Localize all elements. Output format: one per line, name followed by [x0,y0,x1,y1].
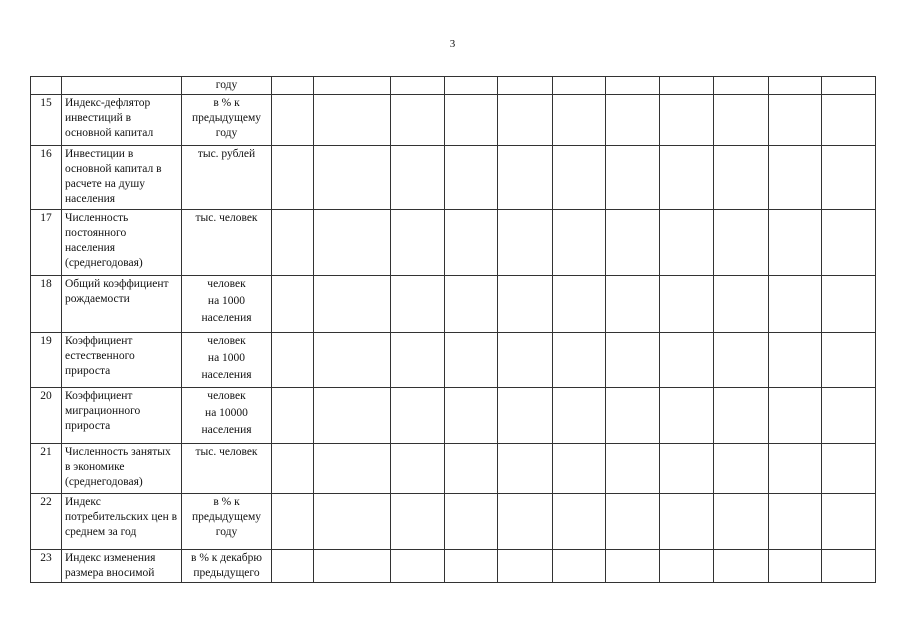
unit-line: человек [207,390,246,402]
unit-line: на 1000 [207,295,246,307]
value-cell [660,388,714,444]
value-cell [314,388,391,444]
table-row [31,210,876,276]
value-cell [822,388,876,444]
value-cell [314,210,391,276]
row-number: 19 [31,333,62,388]
unit-line: году [215,79,238,91]
value-cell [498,333,553,388]
value-cell [822,210,876,276]
value-cell [314,333,391,388]
row-number: 17 [31,210,62,276]
row-number: 20 [31,388,62,444]
value-cell [272,210,314,276]
value-cell [314,550,391,583]
value-cell [445,333,498,388]
value-cell [606,333,660,388]
unit-line: в % к [213,97,240,109]
value-cell [769,550,822,583]
value-cell [714,494,769,550]
value-cell [272,146,314,210]
value-cell [314,77,391,95]
value-cell [606,276,660,333]
value-cell [660,550,714,583]
table-row [31,276,876,333]
value-cell [272,388,314,444]
unit-of-measure [182,95,272,146]
value-cell [714,146,769,210]
unit-line: населения [201,369,252,381]
value-cell [391,146,445,210]
value-cell [553,276,606,333]
unit-line: в % к [213,496,240,508]
value-cell [660,444,714,494]
row-number [31,77,62,95]
value-cell [445,146,498,210]
value-cell [714,388,769,444]
value-cell [660,494,714,550]
value-cell [553,210,606,276]
unit-of-measure [182,388,272,444]
value-cell [272,77,314,95]
value-cell [606,550,660,583]
value-cell [553,77,606,95]
value-cell [553,388,606,444]
value-cell [391,388,445,444]
value-cell [391,494,445,550]
unit-of-measure [182,444,272,494]
indicator-name: Коэффициент естественного прироста [62,333,182,388]
row-number: 22 [31,494,62,550]
value-cell [445,276,498,333]
value-cell [769,210,822,276]
table-row [31,146,876,210]
value-cell [498,95,553,146]
value-cell [769,146,822,210]
value-cell [553,333,606,388]
value-cell [769,444,822,494]
indicator-name [62,77,182,95]
value-cell [714,550,769,583]
value-cell [314,494,391,550]
value-cell [445,77,498,95]
unit-line: человек [207,335,246,347]
unit-line: человек [207,278,246,290]
unit-line: в % к декабрю [191,552,262,564]
value-cell [714,444,769,494]
value-cell [272,333,314,388]
value-cell [272,276,314,333]
value-cell [769,95,822,146]
unit-line: на 10000 [205,407,248,419]
value-cell [498,210,553,276]
row-number: 21 [31,444,62,494]
unit-line: тыс. человек [195,212,258,224]
table-row [31,388,876,444]
value-cell [445,550,498,583]
value-cell [391,333,445,388]
value-cell [606,494,660,550]
table-row [31,77,876,95]
value-cell [314,276,391,333]
unit-of-measure [182,276,272,333]
table-row [31,444,876,494]
value-cell [272,95,314,146]
indicator-name: Численность занятых в экономике (среднегодовая) [62,444,182,494]
row-number: 23 [31,550,62,583]
page-number: 3 [449,38,456,50]
value-cell [498,146,553,210]
value-cell [606,444,660,494]
value-cell [553,444,606,494]
value-cell [714,276,769,333]
unit-line: на 1000 [207,352,246,364]
table-row [31,95,876,146]
unit-of-measure [182,146,272,210]
value-cell [391,550,445,583]
value-cell [606,210,660,276]
value-cell [391,276,445,333]
value-cell [822,95,876,146]
value-cell [606,146,660,210]
value-cell [769,333,822,388]
value-cell [660,210,714,276]
value-cell [660,95,714,146]
value-cell [498,276,553,333]
unit-line: предыдущему [191,112,262,124]
unit-of-measure [182,77,272,95]
value-cell [391,210,445,276]
indicator-name: Индекс потребительских цен в среднем за год [62,494,182,550]
unit-line: предыдущего [193,567,260,579]
indicator-name: Инвестиции в основной капитал в расчете на душу населения [62,146,182,210]
value-cell [769,276,822,333]
value-cell [314,444,391,494]
unit-of-measure [182,494,272,550]
row-number: 16 [31,146,62,210]
value-cell [445,95,498,146]
value-cell [660,77,714,95]
value-cell [714,77,769,95]
unit-of-measure [182,550,272,583]
indicator-name: Коэффициент миграционного прироста [62,388,182,444]
value-cell [498,550,553,583]
unit-line: населения [201,424,252,436]
value-cell [391,77,445,95]
value-cell [822,494,876,550]
value-cell [314,146,391,210]
value-cell [445,210,498,276]
value-cell [822,276,876,333]
unit-line: тыс. человек [195,446,258,458]
value-cell [498,444,553,494]
value-cell [498,77,553,95]
value-cell [714,210,769,276]
table-row [31,494,876,550]
unit-of-measure [182,210,272,276]
value-cell [445,494,498,550]
value-cell [272,550,314,583]
value-cell [769,494,822,550]
value-cell [822,77,876,95]
unit-line: населения [201,312,252,324]
value-cell [445,388,498,444]
value-cell [660,276,714,333]
table-body [31,77,876,583]
value-cell [391,95,445,146]
value-cell [553,146,606,210]
value-cell [714,95,769,146]
value-cell [660,146,714,210]
unit-line: году [215,526,238,538]
value-cell [498,388,553,444]
value-cell [314,95,391,146]
value-cell [553,550,606,583]
unit-line: году [215,127,238,139]
table-row [31,333,876,388]
value-cell [822,550,876,583]
value-cell [606,95,660,146]
indicator-name: Общий коэффициент рождаемости [62,276,182,333]
value-cell [606,77,660,95]
value-cell [660,333,714,388]
indicator-name: Численность постоянного населения (среднегодовая) [62,210,182,276]
indicator-name: Индекс изменения размера вносимой [62,550,182,583]
value-cell [822,146,876,210]
value-cell [714,333,769,388]
row-number: 15 [31,95,62,146]
value-cell [769,77,822,95]
unit-of-measure [182,333,272,388]
indicator-name: Индекс-дефлятор инвестиций в основной капитал [62,95,182,146]
row-number: 18 [31,276,62,333]
indicators-table [30,76,876,583]
value-cell [606,388,660,444]
value-cell [272,494,314,550]
value-cell [272,444,314,494]
value-cell [498,494,553,550]
value-cell [769,388,822,444]
table-row [31,550,876,583]
value-cell [445,444,498,494]
unit-line: тыс. рублей [197,148,256,160]
value-cell [822,444,876,494]
value-cell [391,444,445,494]
value-cell [553,494,606,550]
value-cell [822,333,876,388]
value-cell [553,95,606,146]
unit-line: предыдущему [191,511,262,523]
